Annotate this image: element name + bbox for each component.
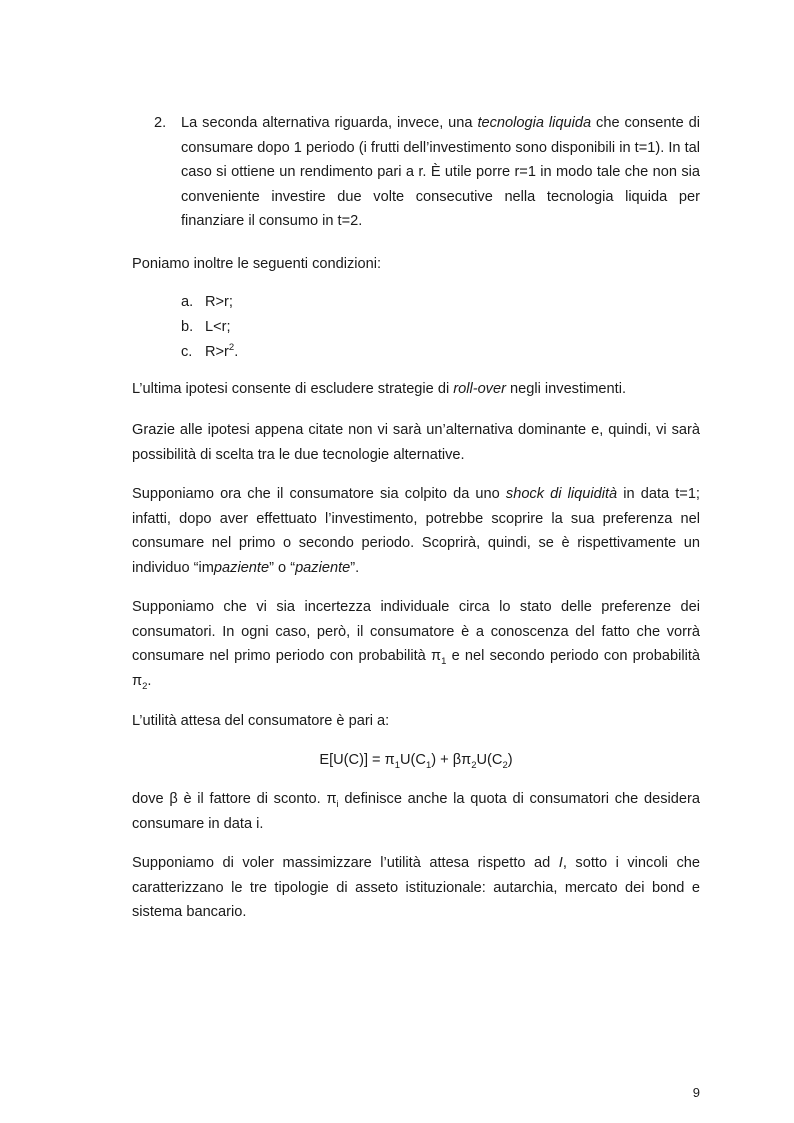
paragraph-massimizzare bbox=[132, 851, 700, 925]
text-run: Supponiamo ora che il consumatore sia colpito da uno bbox=[132, 486, 506, 502]
condition-text: L<r; bbox=[205, 319, 231, 335]
equation-part: ) bbox=[507, 752, 513, 768]
text-run: che consente di consumare dopo 1 periodo (i frutti dell’investimento sono disponibili in t=1). In tal caso si ottiene un rendimento pari a r. È utile porre r=1 in modo tale che non sia conveniente investire due volte consecutive nella tecnologia liquida per finanziare il consumo in t=2. bbox=[181, 115, 700, 230]
text-run: L’ultima ipotesi consente di escludere strategie di bbox=[132, 381, 454, 397]
italic-term: roll-over bbox=[453, 381, 506, 397]
equation-expected-utility bbox=[132, 748, 700, 773]
paragraph-shock bbox=[132, 482, 700, 580]
condition-letter: b. bbox=[181, 319, 194, 335]
page-number: 9 bbox=[692, 1085, 700, 1100]
condition-c bbox=[181, 340, 238, 365]
italic-term: shock di liquidità bbox=[505, 486, 618, 502]
list-number: 2. bbox=[154, 115, 167, 131]
text-run: , sotto i vincoli che caratterizzano le tre tipologie di asseto istituzionale: autarchia, mercato dei bond e sistema bancario. bbox=[132, 855, 700, 921]
text-run: negli investimenti. bbox=[505, 381, 627, 397]
text-run: . bbox=[147, 672, 152, 689]
subscript: 2 bbox=[471, 759, 477, 771]
paragraph-incertezza bbox=[132, 595, 700, 693]
condition-a bbox=[181, 290, 233, 315]
condition-text: R>r bbox=[205, 344, 229, 360]
condition-b bbox=[181, 315, 231, 340]
subscript: 1 bbox=[441, 656, 447, 668]
condition-tail: . bbox=[234, 344, 239, 360]
text-run: ”. bbox=[350, 559, 360, 576]
text-run: Supponiamo di voler massimizzare l’utilità attesa rispetto ad bbox=[132, 855, 559, 871]
subscript: 1 bbox=[425, 759, 432, 771]
italic-term: tecnologia liquida bbox=[477, 115, 592, 131]
equation-part: U(C bbox=[400, 752, 426, 768]
condition-text: R>r; bbox=[205, 294, 233, 310]
equation-part: U(C bbox=[476, 752, 503, 768]
subscript: i bbox=[336, 798, 339, 810]
text-run: definisce anche la quota di consumatori che desidera consumare in data i. bbox=[132, 791, 700, 832]
subscript: 2 bbox=[502, 759, 508, 771]
italic-term: paziente bbox=[295, 559, 351, 576]
paragraph-rollover bbox=[132, 377, 700, 402]
subscript: 2 bbox=[142, 680, 148, 692]
italic-term: paziente bbox=[213, 559, 270, 576]
text-run: in data t=1; infatti, dopo aver effettuato l’investimento, potrebbe scoprire la sua preferenza nel consumare nel primo o secondo periodo. Scoprirà, quindi, se è rispettivamente un individuo “im bbox=[132, 486, 700, 576]
text-run: Supponiamo che vi sia incertezza individuale circa lo stato delle preferenze dei consumatori. In ogni caso, però, il consumatore è a conoscenza del fatto che vorrà consumare nel primo periodo con probabilità π bbox=[132, 599, 700, 665]
paragraph-dove bbox=[132, 787, 700, 836]
condition-letter: a. bbox=[181, 294, 194, 310]
text-run: ” o “ bbox=[269, 559, 296, 576]
equation-part: ) + βπ bbox=[431, 752, 472, 768]
text-run: La seconda alternativa riguarda, invece, una bbox=[181, 115, 478, 131]
italic-term: I bbox=[558, 855, 563, 871]
paragraph-conditions-intro: Poniamo inoltre le seguenti condizioni: bbox=[132, 256, 382, 272]
paragraph-utilita: L’utilità attesa del consumatore è pari a: bbox=[132, 713, 390, 729]
text-run: dove β è il fattore di sconto. π bbox=[132, 791, 337, 807]
equation-part: E[U(C)] = π bbox=[319, 752, 395, 768]
superscript: 2 bbox=[228, 342, 235, 354]
text-run: e nel secondo periodo con probabilità π bbox=[132, 648, 700, 689]
list-item-text bbox=[181, 111, 700, 234]
condition-letter: c. bbox=[181, 344, 193, 360]
subscript: 1 bbox=[394, 759, 400, 771]
paragraph-grazie: Grazie alle ipotesi appena citate non vi sarà un’alternativa dominante e, quindi, vi sarà possibilità di scelta tra le due tecnologie alternative. bbox=[132, 422, 700, 463]
